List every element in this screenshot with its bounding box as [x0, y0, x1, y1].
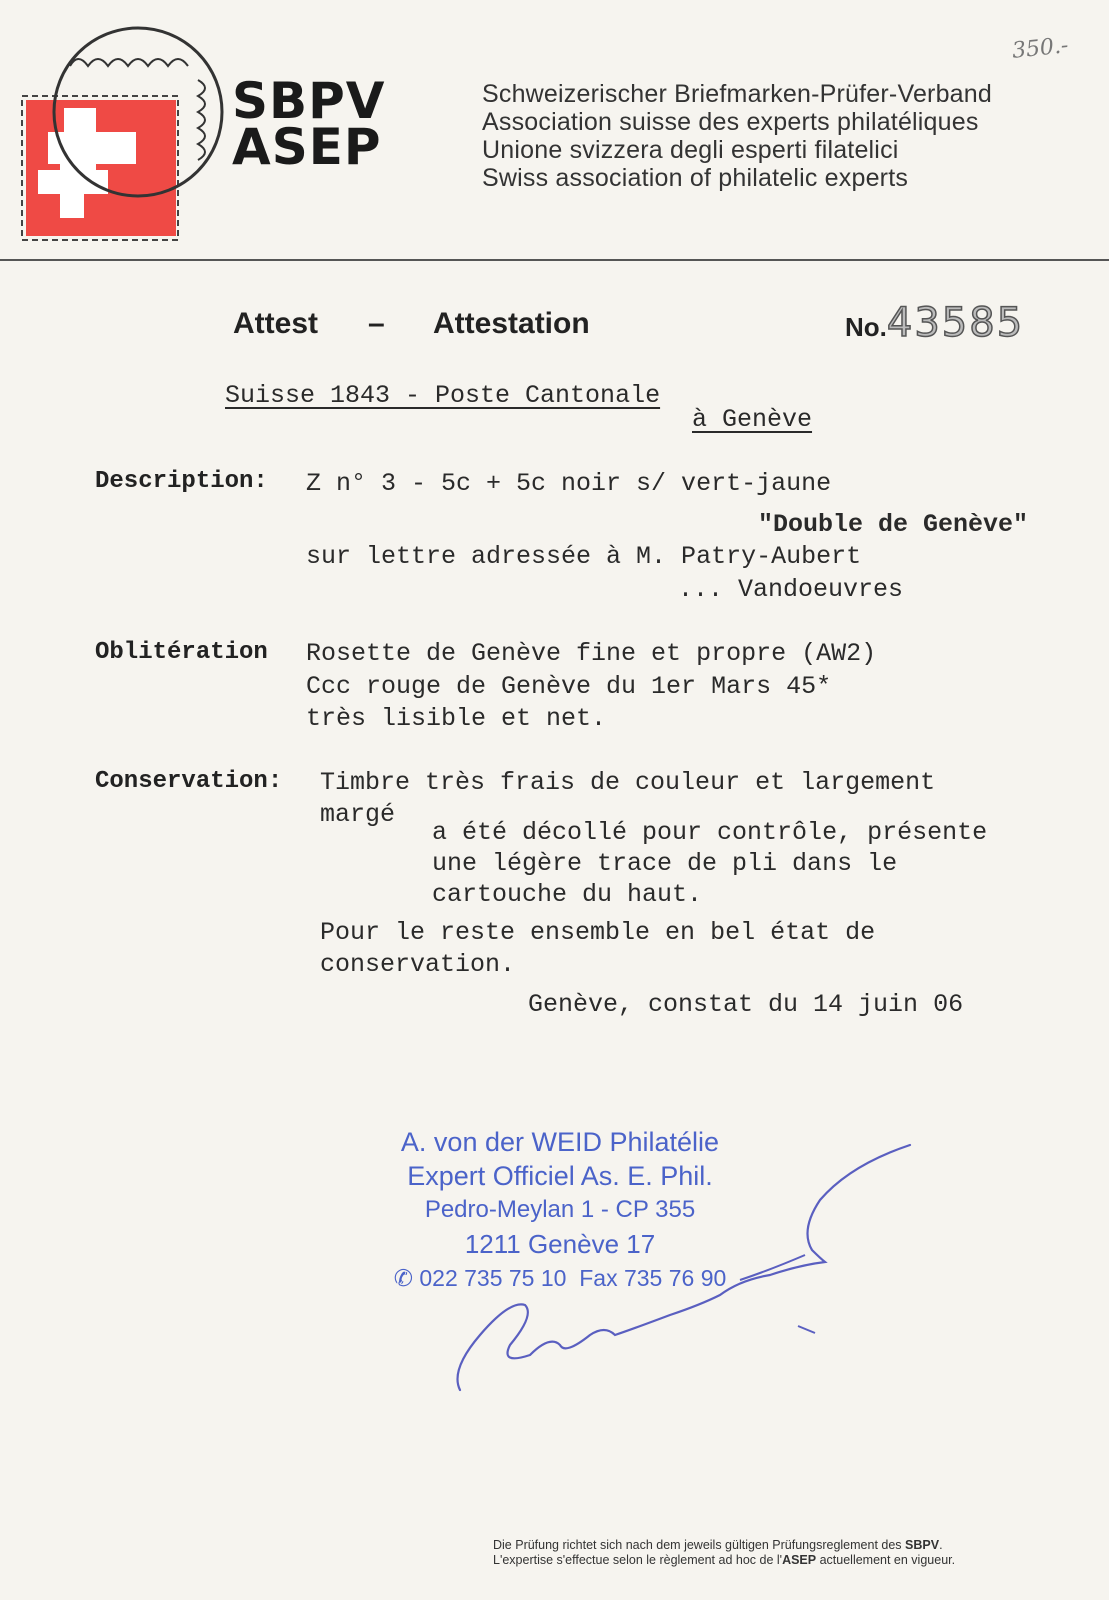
- footer-de-bold: SBPV: [905, 1538, 940, 1552]
- obliteration-label: Oblitération: [95, 639, 268, 666]
- handwritten-price: 350.-: [1010, 33, 1070, 64]
- stamp-line-1: A. von der WEID Philatélie: [400, 1127, 720, 1157]
- conservation-line-5: cartouche du haut.: [432, 880, 703, 909]
- obliteration-line-2: Ccc rouge de Genève du 1er Mars 45*: [306, 672, 832, 701]
- org-name-de: Schweizerischer Briefmarken-Prüfer-Verband: [482, 80, 992, 108]
- description-line-4: ... Vandoeuvres: [678, 575, 904, 604]
- header-divider: [0, 259, 1109, 261]
- subject-line-1: Suisse 1843 - Poste Cantonale: [225, 381, 661, 410]
- stamp-line-3: Pedro-Meylan 1 - CP 355: [424, 1196, 696, 1223]
- footer-fr-bold: ASEP: [782, 1553, 817, 1567]
- number-value: 43585: [886, 300, 1025, 346]
- conservation-line-7: conservation.: [320, 950, 516, 979]
- conservation-line-2: margé: [320, 800, 396, 829]
- footer-de-end: .: [939, 1538, 943, 1552]
- place-date: Genève, constat du 14 juin 06: [528, 990, 964, 1019]
- title-attest: Attest: [233, 307, 319, 340]
- sbpv-logo-icon: [8, 8, 228, 248]
- conservation-label: Conservation:: [95, 768, 283, 795]
- number-label: No.: [845, 312, 887, 342]
- description-line-2: "Double de Genève": [758, 510, 1029, 539]
- footer-de-text: Die Prüfung richtet sich nach dem jeweils gültigen Prüfungsreglement des: [493, 1538, 906, 1552]
- description-line-1: Z n° 3 - 5c + 5c noir s/ vert-jaune: [306, 469, 832, 498]
- title-attestation: Attestation: [433, 307, 590, 340]
- conservation-line-4: une légère trace de pli dans le: [432, 849, 898, 878]
- swiss-cross-stamp-icon: [22, 96, 178, 240]
- footer-line-de: [493, 1538, 955, 1553]
- obliteration-line-3: très lisible et net.: [306, 704, 607, 733]
- stamp-line-4: 1211 Genève 17: [464, 1229, 656, 1259]
- description-line-3: sur lettre adressée à M. Patry-Aubert: [306, 542, 862, 571]
- brand-line-2: ASEP: [232, 118, 382, 176]
- footer-notes: [493, 1538, 955, 1568]
- certificate-number: [845, 300, 1024, 346]
- organization-names: [482, 80, 992, 192]
- description-label: Description:: [95, 468, 268, 495]
- obliteration-line-1: Rosette de Genève fine et propre (AW2): [306, 639, 877, 668]
- conservation-line-1: Timbre très frais de couleur et largement: [320, 768, 936, 797]
- org-name-fr: Association suisse des experts philatéliques: [482, 108, 979, 136]
- footer-line-fr: [493, 1553, 955, 1568]
- footer-fr-text: L'expertise s'effectue selon le règlement ad hoc de l': [493, 1553, 783, 1567]
- stamp-line-2: Expert Officiel As. E. Phil.: [407, 1161, 713, 1191]
- title-dash: –: [368, 307, 385, 340]
- conservation-line-6: Pour le reste ensemble en bel état de: [320, 918, 876, 947]
- org-name-en: Swiss association of philatelic experts: [482, 164, 909, 192]
- brand-logotype: [232, 72, 386, 176]
- subject-line-2: à Genève: [692, 405, 813, 434]
- footer-fr-end: actuellement en vigueur.: [816, 1553, 956, 1567]
- brand-line-1: SBPV: [232, 72, 386, 130]
- signature-icon: [440, 1130, 920, 1420]
- conservation-line-3: a été décollé pour contrôle, présente: [432, 818, 988, 847]
- stamp-line-5: ✆ 022 735 75 10 Fax 735 76 90: [393, 1265, 727, 1291]
- org-name-it: Unione svizzera degli esperti filatelici: [482, 136, 899, 164]
